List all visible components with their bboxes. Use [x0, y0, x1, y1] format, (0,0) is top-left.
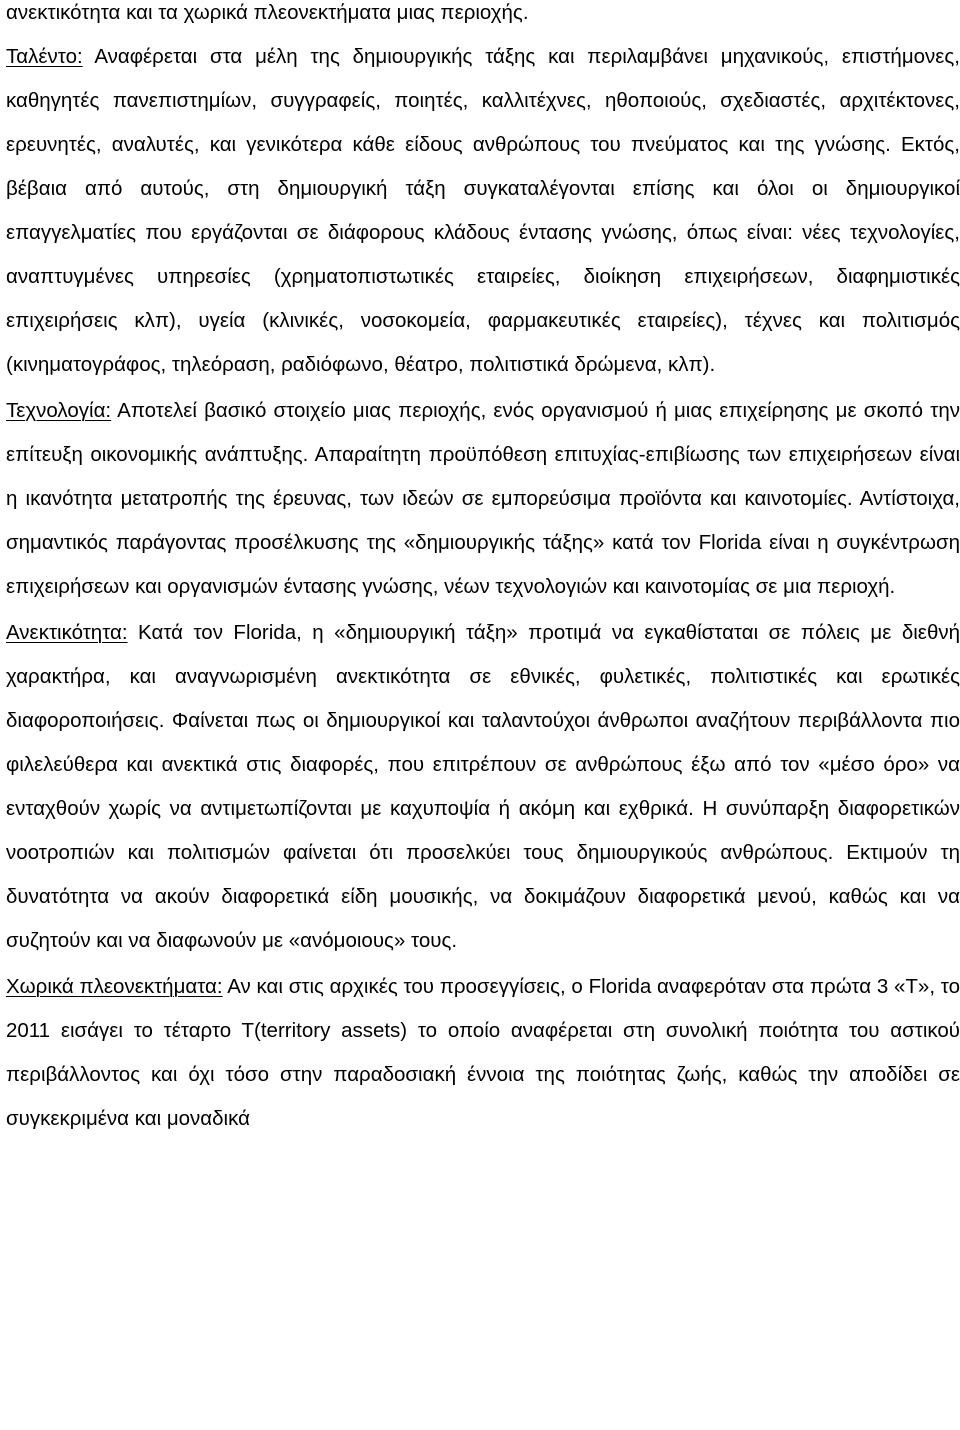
paragraph-spatial-advantages [6, 965, 960, 1141]
paragraph-talent-text: Αναφέρεται στα μέλη της δημιουργικής τάξης και περιλαμβάνει μηχανικούς, επιστήμονες, καθηγητές πανεπιστημίων, συγγραφείς, ποιητές, καλλιτέχνες, ηθοποιούς, σχεδιαστές, αρχιτέκτονες, ερευνητές, αναλυτές, και γενικότερα κάθε είδους ανθρώπους του πνεύματος και της γνώσης. Εκτός, βέβαια από αυτούς, στη δημιουργική τάξη συγκαταλέγονται επίσης και όλοι οι δημιουργικοί επαγγελματίες που εργάζονται σε διάφορους κλάδους έντασης γνώσης, όπως είναι: νέες τεχνολογίες, αναπτυγμένες υπηρεσίες (χρηματοπιστωτικές εταιρείες, διοίκηση επιχειρήσεων, διαφημιστικές επιχειρήσεις κλπ), υγεία (κλινικές, νοσοκομεία, φαρμακευτικές εταιρείες), τέχνες και πολιτισμός (κινηματογράφος, τηλεόραση, ραδιόφωνο, θέατρο, πολιτιστικά δρώμενα, κλπ). [6, 45, 960, 376]
paragraph-talent [6, 35, 960, 387]
document-page [6, 0, 960, 1141]
intro-fragment: ανεκτικότητα και τα χωρικά πλεονεκτήματα μιας περιοχής. [6, 1, 529, 24]
paragraph-tolerance [6, 611, 960, 963]
term-talent: Ταλέντο: [6, 45, 83, 68]
paragraph-spatial-advantages-text: Αν και στις αρχικές του προσεγγίσεις, ο Florida αναφερόταν στα πρώτα 3 «Τ», το 2011 εισάγει το τέταρτο Τ(territory assets) το οποίο αναφέρεται στη συνολική ποιότητα του αστικού περιβάλλοντος και όχι τόσο στην παραδοσιακή έννοια της ποιότητας ζωής, καθώς την αποδίδει σε συγκεκριμένα και μοναδικά [6, 975, 960, 1130]
term-spatial-advantages: Χωρικά πλεονεκτήματα: [6, 975, 223, 998]
paragraph-technology-text: Αποτελεί βασικό στοιχείο μιας περιοχής, ενός οργανισμού ή μιας επιχείρησης με σκοπό την επίτευξη οικονομικής ανάπτυξης. Απαραίτητη προϋπόθεση επιτυχίας-επιβίωσης των επιχειρήσεων είναι η ικανότητα μετατροπής της έρευνας, των ιδεών σε εμπορεύσιμα προϊόντα και καινοτομίες. Αντίστοιχα, σημαντικός παράγοντας προσέλκυσης της «δημιουργικής τάξης» κατά τον Florida είναι η συγκέντρωση επιχειρήσεων και οργανισμών έντασης γνώσης, νέων τεχνολογιών και καινοτομίας σε μια περιοχή. [6, 399, 960, 598]
paragraph-technology [6, 389, 960, 609]
term-tolerance: Ανεκτικότητα: [6, 621, 128, 644]
term-technology: Τεχνολογία: [6, 399, 112, 422]
paragraph-tolerance-text: Κατά τον Florida, η «δημιουργική τάξη» προτιμά να εγκαθίσταται σε πόλεις με διεθνή χαρακτήρα, και αναγνωρισμένη ανεκτικότητα σε εθνικές, φυλετικές, πολιτιστικές και ερωτικές διαφοροποιήσεις. Φαίνεται πως οι δημιουργικοί και ταλαντούχοι άνθρωποι αναζήτουν περιβάλλοντα πιο φιλελεύθερα και ανεκτικά στις διαφορές, που επιτρέπουν σε ανθρώπους έξω από τον «μέσο όρο» να ενταχθούν χωρίς να αντιμετωπίζονται με καχυποψία ή ακόμη και εχθρικά. Η συνύπαρξη διαφορετικών νοοτροπιών και πολιτισμών φαίνεται ότι προσελκύει τους δημιουργικούς ανθρώπους. Εκτιμούν τη δυνατότητα να ακούν διαφορετικά είδη μουσικής, να δοκιμάζουν διαφορετικά μενού, καθώς και να συζητούν και να διαφωνούν με «ανόμοιους» τους. [6, 621, 960, 952]
